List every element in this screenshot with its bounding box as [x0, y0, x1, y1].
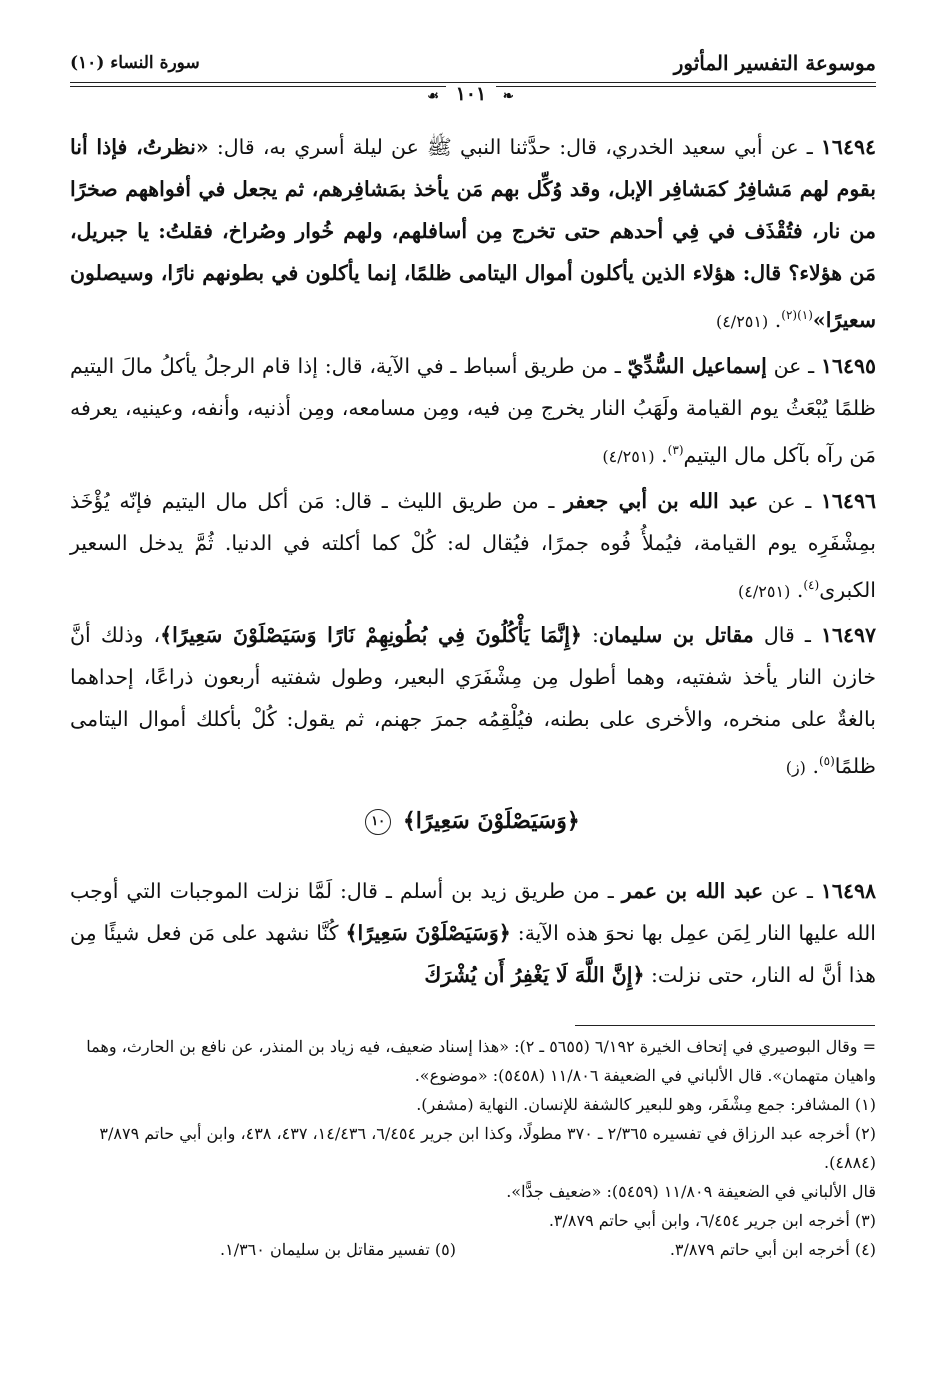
footnote-4: (٤) أخرجه ابن أبي حاتم ٣/٨٧٩.	[669, 1240, 876, 1259]
verse-heading-text: ﴿وَسَيَصْلَوْنَ سَعِيرًا﴾	[402, 808, 580, 834]
entry-text-a: ـ عن	[773, 353, 815, 378]
page-number-value: ١٠١	[446, 83, 497, 105]
entry-16497: ١٦٤٩٧ ـ قال مقاتل بن سليمان: ﴿إِنَّمَا يَأْكُلُونَ فِي بُطُونِهِمْ نَارًا وَسَيَصْلَوْنَ سَعِيرًا﴾، وذلك أنَّ خازن النار يأخذ شفتيه، وهما أطول مِن مِشْفَرَي البعير، وطول شفتيه أربعون ذراعًا، إحداهما بالغةٌ على منخره، والأخرى على بطنه، فيُلْقِمُه جمرَ جهنم، ثم يقول: كُلْ بأكلك أموال اليتامى ظلمًا$^{(٥)}$. (ز)	[70, 623, 876, 779]
entry-16498	[70, 870, 876, 996]
narrator-name: عبد الله بن أبي جعفر	[564, 488, 759, 513]
quran-verse: ﴿إِنَّمَا يَأْكُلُونَ فِي بُطُونِهِمْ نَارًا وَسَيَصْلَوْنَ سَعِيرًا﴾	[160, 623, 582, 648]
entry-number: ١٦٤٩٨	[820, 879, 876, 903]
entry-text-a: ـ عن	[771, 879, 813, 903]
ornament-icon: ☙	[427, 89, 439, 104]
footnote-mark: (٤)	[803, 577, 820, 592]
narrator-name: عبد الله بن عمر	[621, 879, 764, 903]
footnote-3: (٣) أخرجه ابن جرير ٦/٤٥٤، وابن أبي حاتم ٣/٨٧٩.	[548, 1211, 876, 1230]
volume-reference: (٤/٢٥١)	[738, 581, 791, 601]
narrator-name: مقاتل بن سليمان	[598, 623, 754, 648]
verse-number-badge: ١٠	[365, 809, 391, 835]
quran-verse-2: ﴿إِنَّ اللَّهَ لَا يَغْفِرُ أَن يُشْرَكَ	[424, 963, 645, 987]
volume-reference: (ز)	[785, 758, 806, 778]
entry-text-b: ـ من طريق أسباط ـ في الآية، قال: إذا قام الرجلُ يأكلُ مالَ اليتيم ظلمًا يُبْعَثُ يوم القيامة ولَهَبُ النار يخرج مِن فيه، ومِن مسامعه، ومِن أذنيه، وأنفه، وعينيه، يعرفه مَن رآه بآكل مال اليتيم	[70, 353, 876, 467]
entry-intro: ـ عن أبي سعيد الخدري، قال: حدَّثنا النبي ﷺ عن ليلة أسري به، قال:	[216, 135, 813, 159]
footnote-divider	[575, 1025, 875, 1026]
entry-text-b: ، وذلك أنَّ خازن النار يأخذ شفتيه، وهما أطول مِن مِشْفَرَي البعير، وطول شفتيه أربعون ذراعًا، إحداهما بالغةٌ على منخره، والأخرى على بطنه، فيُلْقِمُه جمرَ جهنم، ثم يقول: كُلْ بأكلك أموال اليتامى ظلمًا	[70, 623, 876, 779]
main-text	[70, 126, 876, 791]
footnote-5: (٥) تفسير مقاتل بن سليمان ١/٣٦٠.	[220, 1240, 456, 1259]
entry-text-a: ـ عن	[767, 488, 812, 513]
quran-verse: ﴿وَسَيَصْلَوْنَ سَعِيرًا﴾	[345, 921, 511, 945]
entry-16495: ١٦٤٩٥ ـ عن إسماعيل السُّدِّيّ ـ من طريق أسباط ـ في الآية، قال: إذا قام الرجلُ يأكلُ مالَ اليتيم ظلمًا يُبْعَثُ يوم القيامة ولَهَبُ النار يخرج مِن فيه، ومِن مسامعه، ومِن أذنيه، وأنفه، وعينيه، يعرفه مَن رآه بآكل مال اليتيم$^{(٣)}$. (٤/٢٥١)	[70, 353, 876, 467]
entry-text-c: كُنَّا نشهد على مَن فعل شيئًا مِن هذا أنَّ له النار، حتى نزلت:	[70, 921, 876, 987]
verse-heading	[0, 808, 941, 835]
footnote-mark: (٣)	[667, 442, 684, 457]
footnote-mark: (٢)	[781, 308, 798, 322]
running-header	[70, 46, 876, 80]
footnote-2: (٢) أخرجه عبد الرزاق في تفسيره ٢/٣٦٥ ـ ٣٧٠ مطولًا، وكذا ابن جرير ٦/٤٥٤، ١٤/٤٣٦، ٤٣٧، ٤٣٨، وابن أبي حاتم ٣/٨٧٩ (٤٨٨٤).	[99, 1124, 876, 1172]
entry-text-b: ـ من طريق زيد بن أسلم ـ قال: لَمَّا نزلت الموجبات التي أوجب الله عليها النار لِمَن عمِل بها نحوَ هذه الآية:	[70, 879, 876, 945]
narrator-name: إسماعيل السُّدِّيّ	[627, 353, 767, 378]
volume-reference: (٤/٢٥١)	[602, 446, 655, 466]
surah-label: سورة النساء (١٠)	[70, 53, 200, 73]
entry-text-a: ـ قال	[763, 623, 811, 648]
entry-number: ١٦٤٩٤	[820, 135, 876, 159]
entry-16496: ١٦٤٩٦ ـ عن عبد الله بن أبي جعفر ـ من طريق الليث ـ قال: مَن أكل مال اليتيم فإنّه يُؤْخَذ بمِشْفَرِه يوم القيامة، فيُملأُ فُوه جمرًا، فيُقال له: كُلْ كما أكلته في الدنيا. ثُمَّ يدخل السعير الكبرى$^{(٤)}$. (٤/٢٥١)	[70, 488, 876, 602]
footnote-2-note: قال الألباني في الضعيفة ١١/٨٠٩ (٥٤٥٩): «ضعيف جدًّا».	[506, 1182, 876, 1201]
entry-text-b: ـ من طريق الليث ـ قال: مَن أكل مال اليتيم فإنّه يُؤْخَذ بمِشْفَرِه يوم القيامة، فيُملأُ فُوه جمرًا، فيُقال له: كُلْ كما أكلته في الدنيا. ثُمَّ يدخل السعير الكبرى	[70, 488, 876, 602]
footnote-row	[70, 1235, 876, 1264]
entry-number: ١٦٤٩٧	[820, 623, 876, 648]
entry-number: ١٦٤٩٥	[820, 353, 876, 378]
book-title: موسوعة التفسير المأثور	[673, 51, 876, 75]
footnote-mark: (١)	[797, 308, 813, 322]
footnote-continuation: = وقال البوصيري في إتحاف الخيرة ٦/١٩٢ (٥٦٥٥ ـ ٢): «هذا إسناد ضعيف، فيه زياد بن المنذر، عن نافع بن الحارث، وهما واهيان متهمان». قال الألباني في الضعيفة ١١/٨٠٦ (٥٤٥٨): «موضوع».	[86, 1037, 876, 1085]
footnote-1: (١) المشافر: جمع مِشْفَر، وهو للبعير كالشفة للإنسان. النهاية (مشفر).	[416, 1095, 876, 1114]
ornament-icon: ❧	[502, 89, 514, 104]
volume-reference: (٤/٢٥١)	[715, 311, 769, 331]
footnotes	[70, 1032, 876, 1264]
page-number	[0, 84, 941, 107]
footnote-mark: (٥)	[818, 754, 835, 769]
hadith-text: «نظرتُ، فإذا أنا بقوم لهم مَشافِرُ كمَشافِر الإبل، وقد وُكِّل بهم مَن يأخذ بمَشافِرهم، ثم يجعل في أفواههم صخرًا من نار، فتُقْذَف في فِي أحدهم حتى تخرج مِن أسافلهم، ولهم خُوار وصُراخ، فقلتُ: يا جبريل، مَن هؤلاء؟ قال: هؤلاء الذين يأكلون أموال اليتامى ظلمًا، إنما يأكلون في بطونهم نارًا، وسيصلون سعيرًا»	[70, 135, 876, 332]
main-text-2	[70, 870, 876, 998]
entry-16494: ١٦٤٩٤ ـ عن أبي سعيد الخدري، قال: حدَّثنا النبي ﷺ عن ليلة أسري به، قال: «نظرتُ، فإذا أنا بقوم لهم مَشافِرُ كمَشافِر الإبل، وقد وُكِّل بهم مَن يأخذ بمَشافِرهم، ثم يجعل في أفواههم صخرًا من نار، فتُقْذَف في فِي أحدهم حتى تخرج مِن أسافلهم، ولهم خُوار وصُراخ، فقلتُ: يا جبريل، مَن هؤلاء؟ قال: هؤلاء الذين يأكلون أموال اليتامى ظلمًا، إنما يأكلون في بطونهم نارًا، وسيصلون سعيرًا»$^{(١)(٢)}$. (٤/٢٥١)	[70, 135, 876, 332]
entry-number: ١٦٤٩٦	[820, 488, 876, 513]
